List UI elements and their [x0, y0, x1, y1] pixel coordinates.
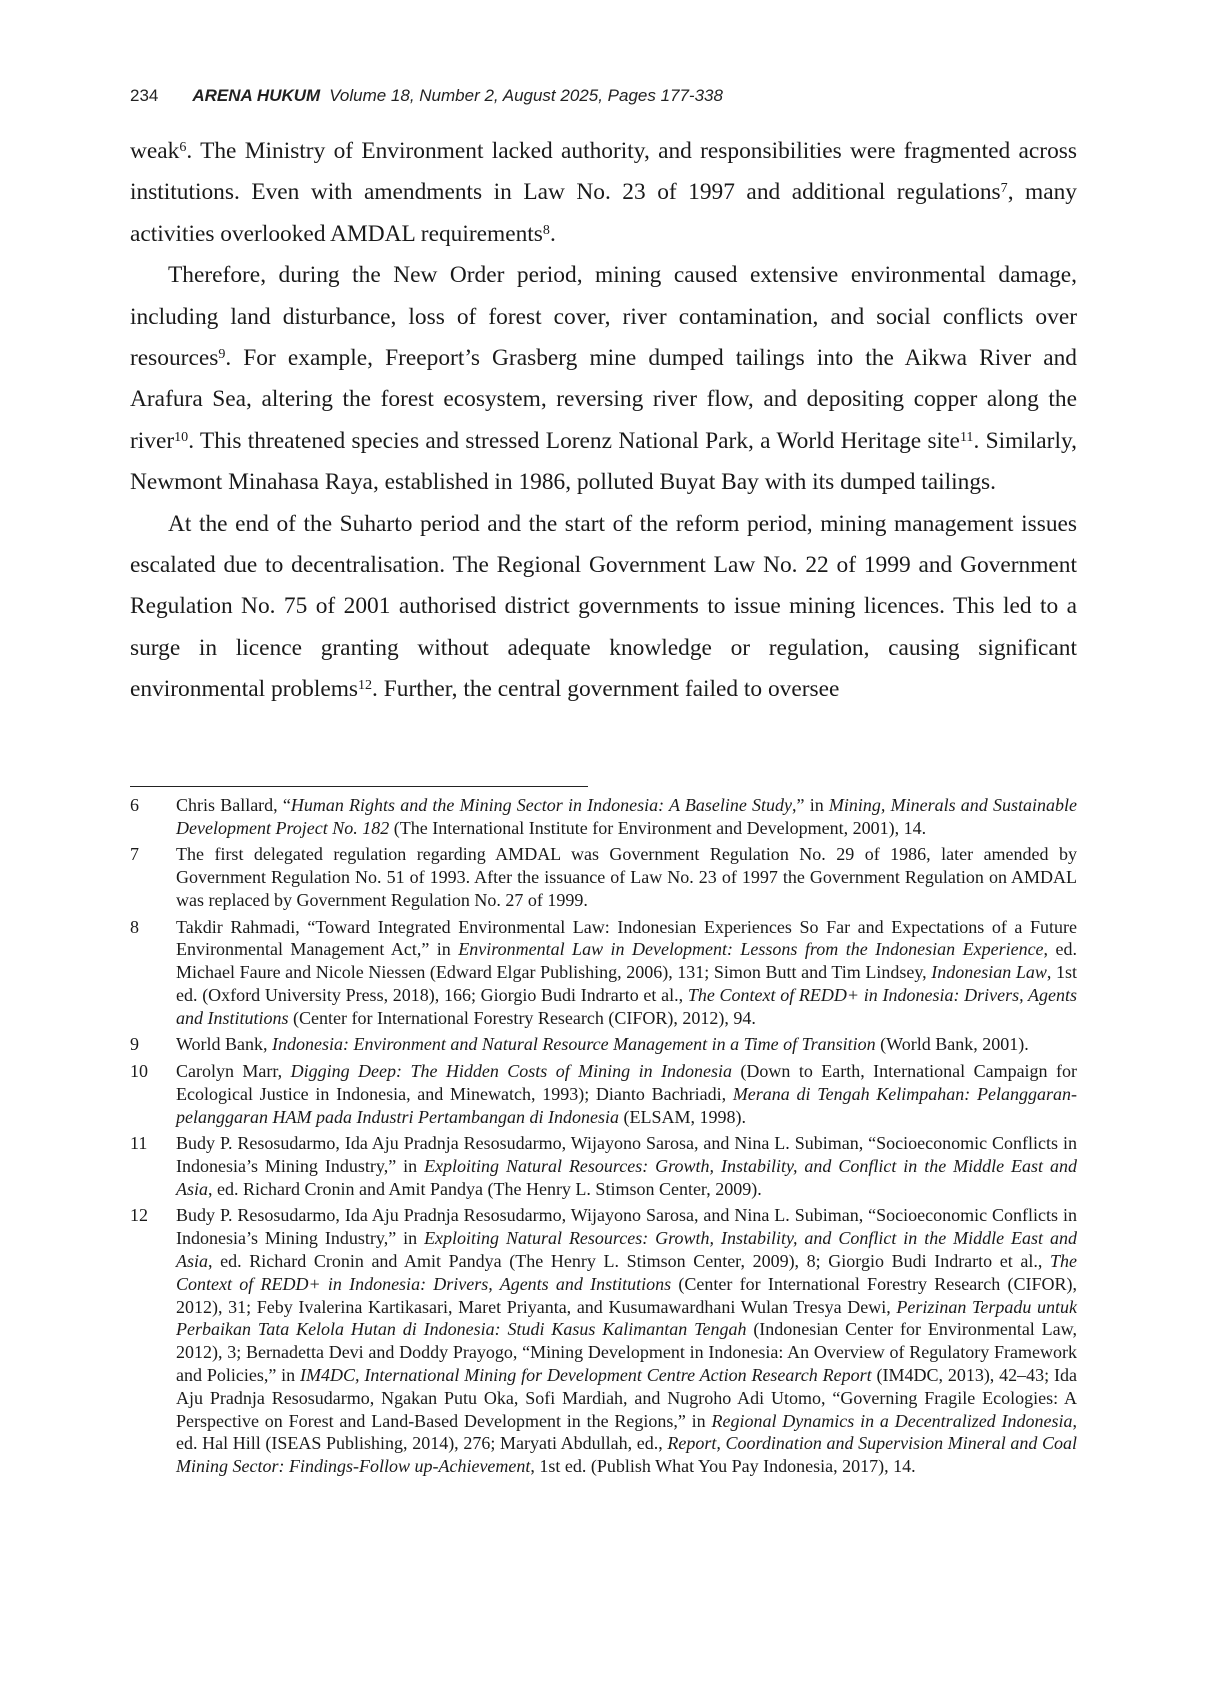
- footnote-separator: [130, 786, 588, 787]
- footnote-ref-9: 9: [218, 346, 226, 363]
- footnote-7: 7 The first delegated regulation regarding AMDAL was Government Regulation No. 29 of 1986, later amended by Government Regulation No. 51 of 1993. After the issuance of Law No. 23 of 1997 the Government Regulation on AMDAL was replaced by Government Regulation No. 27 of 1999.: [130, 844, 1077, 910]
- volume-info: Volume 18, Number 2, August 2025, Pages 177-338: [329, 86, 723, 105]
- footnote-number: 11: [130, 1133, 148, 1154]
- footnote-ref-8: 8: [542, 221, 550, 238]
- footnote-ref-11: 11: [959, 428, 974, 445]
- footnotes: [130, 794, 1077, 1482]
- footnote-ref-7: 7: [1000, 180, 1008, 197]
- footnote-ref-12: 12: [358, 677, 373, 694]
- footnote-ref-6: 6: [179, 138, 187, 155]
- page-number: 234: [130, 86, 159, 105]
- paragraph-1: weak$^6$. The Ministry of Environment lacked authority, and responsibilities were fragmented across institutions. Even with amendments in Law No. 23 of 1997 and additional regulations$^7$, many activities overlooked AMDAL requirements$^8$.: [130, 138, 1077, 247]
- footnote-number: 9: [130, 1034, 139, 1055]
- body-text: [130, 131, 1077, 711]
- footnote-number: 12: [130, 1205, 148, 1226]
- footnote-10: 10 Carolyn Marr, Digging Deep: The Hidden Costs of Mining in Indonesia (Down to Earth, International Campaign for Ecological Justice in Indonesia, and Minewatch, 1993); Dianto Bachriadi, Merana di Tengah Kelimpahan: Pelanggaran-pelanggaran HAM pada Industri Pertambangan di Indonesia (ELSAM, 1998).: [130, 1060, 1077, 1127]
- footnote-number: 6: [130, 795, 139, 815]
- footnote-ref-10: 10: [174, 428, 189, 445]
- footnote-6: 6 Chris Ballard, “Human Rights and the Mining Sector in Indonesia: A Baseline Study,” in Mining, Minerals and Sustainable Development Project No. 182 (The International Institute for Environment and Development, 2001), 14.: [130, 795, 1077, 838]
- footnote-12: 12 Budy P. Resosudarmo, Ida Aju Pradnja Resosudarmo, Wijayono Sarosa, and Nina L. Subiman, “Socioeconomic Conflicts in Indonesia’s Mining Industry,” in Exploiting Natural Resources: Growth, Instability, and Conflict in the Middle East and Asia, ed. Richard Cronin and Amit Pandya (The Henry L. Stimson Center, 2009), 8; Giorgio Budi Indrarto et al., The Context of REDD+ in Indonesia: Drivers, Agents and Institutions (Center for International Forestry Research (CIFOR), 2012), 31; Feby Ivalerina Kartikasari, Maret Priyanta, and Kusumawardhani Wulan Tresya Dewi, Perizinan Terpadu untuk Perbaikan Tata Kelola Hutan di Indonesia: Studi Kasus Kalimantan Tengah (Indonesian Center for Environmental Law, 2012), 3; Bernadetta Devi and Doddy Prayogo, “Mining Development in Indonesia: An Overview of Regulatory Framework and Policies,” in IM4DC, International Mining for Development Centre Action Research Report (IM4DC, 2013), 42–43; Ida Aju Pradnja Resosudarmo, Ngakan Putu Oka, Sofi Mardiah, and Nugroho Adi Utomo, “Governing Fragile Ecologies: A Perspective on Forest and Land-Based Development in the Regions,” in Regional Dynamics in a Decentralized Indonesia, ed. Hal Hill (ISEAS Publishing, 2014), 276; Maryati Abdullah, ed., Report, Coordination and Supervision Mineral and Coal Mining Sector: Findings-Follow up-Achievement, 1st ed. (Publish What You Pay Indonesia, 2017), 14.: [130, 1205, 1077, 1477]
- footnote-11: 11 Budy P. Resosudarmo, Ida Aju Pradnja Resosudarmo, Wijayono Sarosa, and Nina L. Subiman, “Socioeconomic Conflicts in Indonesia’s Mining Industry,” in Exploiting Natural Resources: Growth, Instability, and Conflict in the Middle East and Asia, ed. Richard Cronin and Amit Pandya (The Henry L. Stimson Center, 2009).: [130, 1133, 1077, 1199]
- journal-name: ARENA HUKUM: [192, 86, 321, 105]
- footnote-9: 9 World Bank, Indonesia: Environment and Natural Resource Management in a Time of Transition (World Bank, 2001).: [130, 1034, 1029, 1055]
- footnote-number: 8: [130, 916, 139, 937]
- footnote-8: 8 Takdir Rahmadi, “Toward Integrated Environmental Law: Indonesian Experiences So Far and Expectations of a Future Environmental Management Act,” in Environmental Law in Development: Lessons from the Indonesian Experience, ed. Michael Faure and Nicole Niessen (Edward Elgar Publishing, 2006), 131; Simon Butt and Tim Lindsey, Indonesian Law, 1st ed. (Oxford University Press, 2018), 166; Giorgio Budi Indrarto et al., The Context of REDD+ in Indonesia: Drivers, Agents and Institutions (Center for International Forestry Research (CIFOR), 2012), 94.: [130, 916, 1078, 1028]
- footnote-number: 10: [130, 1060, 148, 1081]
- running-header: [130, 86, 723, 106]
- footnote-number: 7: [130, 844, 139, 865]
- paragraph-3: At the end of the Suharto period and the start of the reform period, mining management issues escalated due to decentralisation. The Regional Government Law No. 22 of 1999 and Government Regulation No. 75 of 2001 authorised district governments to issue mining licences. This led to a surge in licence granting without adequate knowledge or regulation, causing significant environmental problems$^{12}$. Further, the central government failed to oversee: [130, 510, 1077, 703]
- paragraph-2: Therefore, during the New Order period, mining caused extensive environmental damage, including land disturbance, loss of forest cover, river contamination, and social conflicts over resources$^9$. For example, Freeport’s Grasberg mine dumped tailings into the Aikwa River and Arafura Sea, altering the forest ecosystem, reversing river flow, and depositing copper along the river$^{10}$. This threatened species and stressed Lorenz National Park, a World Heritage site$^{11}$. Similarly, Newmont Minahasa Raya, established in 1986, polluted Buyat Bay with its dumped tailings.: [130, 262, 1077, 496]
